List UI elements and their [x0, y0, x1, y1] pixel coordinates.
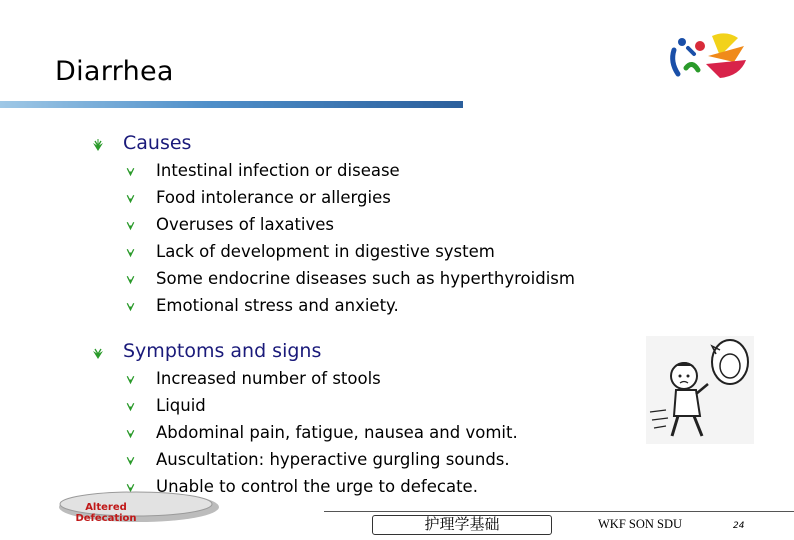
person-with-toilet-illustration	[646, 336, 754, 444]
list-item: Emotional stress and anxiety.	[156, 296, 399, 315]
diamond-bullet-icon	[124, 192, 137, 205]
badge-label: Altered Defecation	[75, 502, 137, 524]
diamond-bullet-icon	[124, 400, 137, 413]
list-item: Increased number of stools	[156, 369, 381, 388]
diamond-bullet-icon	[124, 273, 137, 286]
title-underline-bar	[0, 101, 463, 108]
slide-title: Diarrhea	[55, 56, 174, 87]
diamond-bullet-icon	[90, 137, 106, 153]
list-item: Lack of development in digestive system	[156, 242, 495, 261]
list-item: Liquid	[156, 396, 206, 415]
list-item: Intestinal infection or disease	[156, 161, 400, 180]
footer-divider	[324, 511, 794, 512]
list-item: Food intolerance or allergies	[156, 188, 391, 207]
diamond-bullet-icon	[90, 345, 106, 361]
list-item: Abdominal pain, fatigue, nausea and vomit.	[156, 423, 518, 442]
footer-organization: WKF SON SDU	[598, 517, 683, 531]
list-item: Auscultation: hyperactive gurgling sounds.	[156, 450, 510, 469]
diamond-bullet-icon	[124, 165, 137, 178]
course-name: 护理学基础	[424, 515, 500, 533]
page-number: 24	[733, 521, 745, 531]
section-heading-symptoms: Symptoms and signs	[123, 340, 322, 362]
diamond-bullet-icon	[124, 454, 137, 467]
section-heading-causes: Causes	[123, 132, 192, 154]
list-item: Some endocrine diseases such as hyperthyroidism	[156, 269, 575, 288]
colorful-logo-icon	[664, 30, 754, 90]
diamond-bullet-icon	[124, 300, 137, 313]
diamond-bullet-icon	[124, 427, 137, 440]
list-item: Overuses of laxatives	[156, 215, 335, 234]
list-item: Unable to control the urge to defecate.	[156, 477, 478, 496]
diamond-bullet-icon	[124, 219, 137, 232]
diamond-bullet-icon	[124, 246, 137, 259]
diamond-bullet-icon	[124, 373, 137, 386]
